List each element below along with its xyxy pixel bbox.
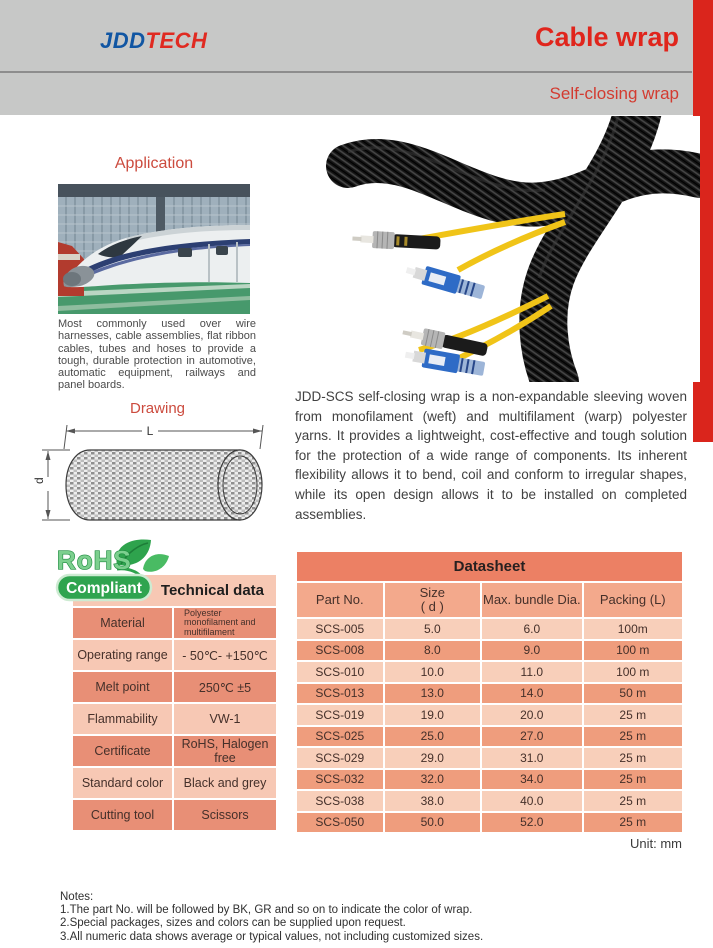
- tech-row-cutting-tool: Cutting tool Scissors: [73, 800, 276, 830]
- application-heading: Application: [114, 155, 194, 172]
- train-photo: [58, 184, 250, 314]
- table-row: SCS-025 25.0 27.0 25 m: [297, 727, 682, 747]
- brand-logo: [100, 28, 207, 54]
- page-header: [0, 0, 713, 115]
- tech-row-melt-point: Melt point 250℃ ±5: [73, 672, 276, 702]
- header-divider: [0, 71, 692, 73]
- col-max-bundle-dia: Max. bundle Dia.: [482, 583, 581, 617]
- table-row: SCS-019 19.0 20.0 25 m: [297, 705, 682, 725]
- page-subtitle: Self-closing wrap: [549, 84, 679, 103]
- tech-row-certificate: Certificate RoHS, Halogen free: [73, 736, 276, 766]
- note-line: 2.Special packages, sizes and colors can be supplied upon request.: [60, 917, 406, 930]
- table-row: SCS-013 13.0 14.0 50 m: [297, 684, 682, 704]
- table-row: SCS-008 8.0 9.0 100 m: [297, 641, 682, 661]
- table-row: SCS-005 5.0 6.0 100m: [297, 619, 682, 639]
- col-packing: Packing (L): [584, 583, 682, 617]
- datasheet-title: Datasheet: [297, 552, 682, 581]
- unit-note: Unit: mm: [630, 836, 682, 851]
- product-photo-cable-wrap: [293, 116, 700, 382]
- application-caption: Most commonly used over wire harnesses, cable assemblies, flat ribbon cables, tubes and hoses to provide a tough, durable protection in automotive, automatic equipment, railways and panel boards.: [58, 318, 256, 392]
- dim-label-length: L: [146, 424, 154, 438]
- datasheet-column-headers: [297, 583, 682, 617]
- tech-row-flammability: Flammability VW-1: [73, 704, 276, 734]
- brand-logo-jdd: JDD: [100, 28, 146, 53]
- dim-label-diameter: d: [32, 477, 46, 484]
- col-part-no: Part No.: [297, 583, 383, 617]
- tech-row-standard-color: Standard color Black and grey: [73, 768, 276, 798]
- datasheet-table: [297, 552, 682, 832]
- product-description: JDD-SCS self-closing wrap is a non-expandable sleeving woven from monofilament (weft) and multifilament (warp) polyester yarns. It provides a lightweight, cost-effective and tough solution for the protection of a wide range of components. Its inherent flexibility allows it to bend, coil and conform to irregular shapes, while its open design allows it to be installed on completed assemblies.: [295, 389, 687, 522]
- table-row: SCS-032 32.0 34.0 25 m: [297, 770, 682, 790]
- technical-data-table: [73, 575, 276, 830]
- rohs-compliant-logo: [55, 537, 173, 611]
- col-size: Size ( d ): [385, 583, 481, 617]
- table-row: SCS-010 10.0 11.0 100 m: [297, 662, 682, 682]
- compliant-text: Compliant: [66, 580, 142, 597]
- rohs-text: RoHS: [57, 545, 132, 575]
- notes-title: Notes:: [60, 891, 94, 903]
- table-row: SCS-038 38.0 40.0 25 m: [297, 791, 682, 811]
- table-row: SCS-050 50.0 52.0 25 m: [297, 813, 682, 833]
- table-row: SCS-029 29.0 31.0 25 m: [297, 748, 682, 768]
- technical-data-header: Technical data: [73, 575, 276, 606]
- note-line: 1.The part No. will be followed by BK, GR and so on to indicate the color of wrap.: [60, 904, 473, 917]
- tech-row-operating-range: Operating range - 50℃- +150℃: [73, 640, 276, 670]
- tech-row-material: Material Polyester monofilament and multifilament: [73, 608, 276, 638]
- brand-logo-tech: TECH: [145, 28, 208, 53]
- drawing-heading: Drawing: [129, 400, 186, 417]
- note-line: 3.All numeric data shows average or typical values, not including customized sizes.: [60, 930, 484, 943]
- notes-block: [60, 891, 483, 944]
- dimension-drawing: [28, 417, 273, 535]
- page-title: Cable wrap: [534, 22, 679, 52]
